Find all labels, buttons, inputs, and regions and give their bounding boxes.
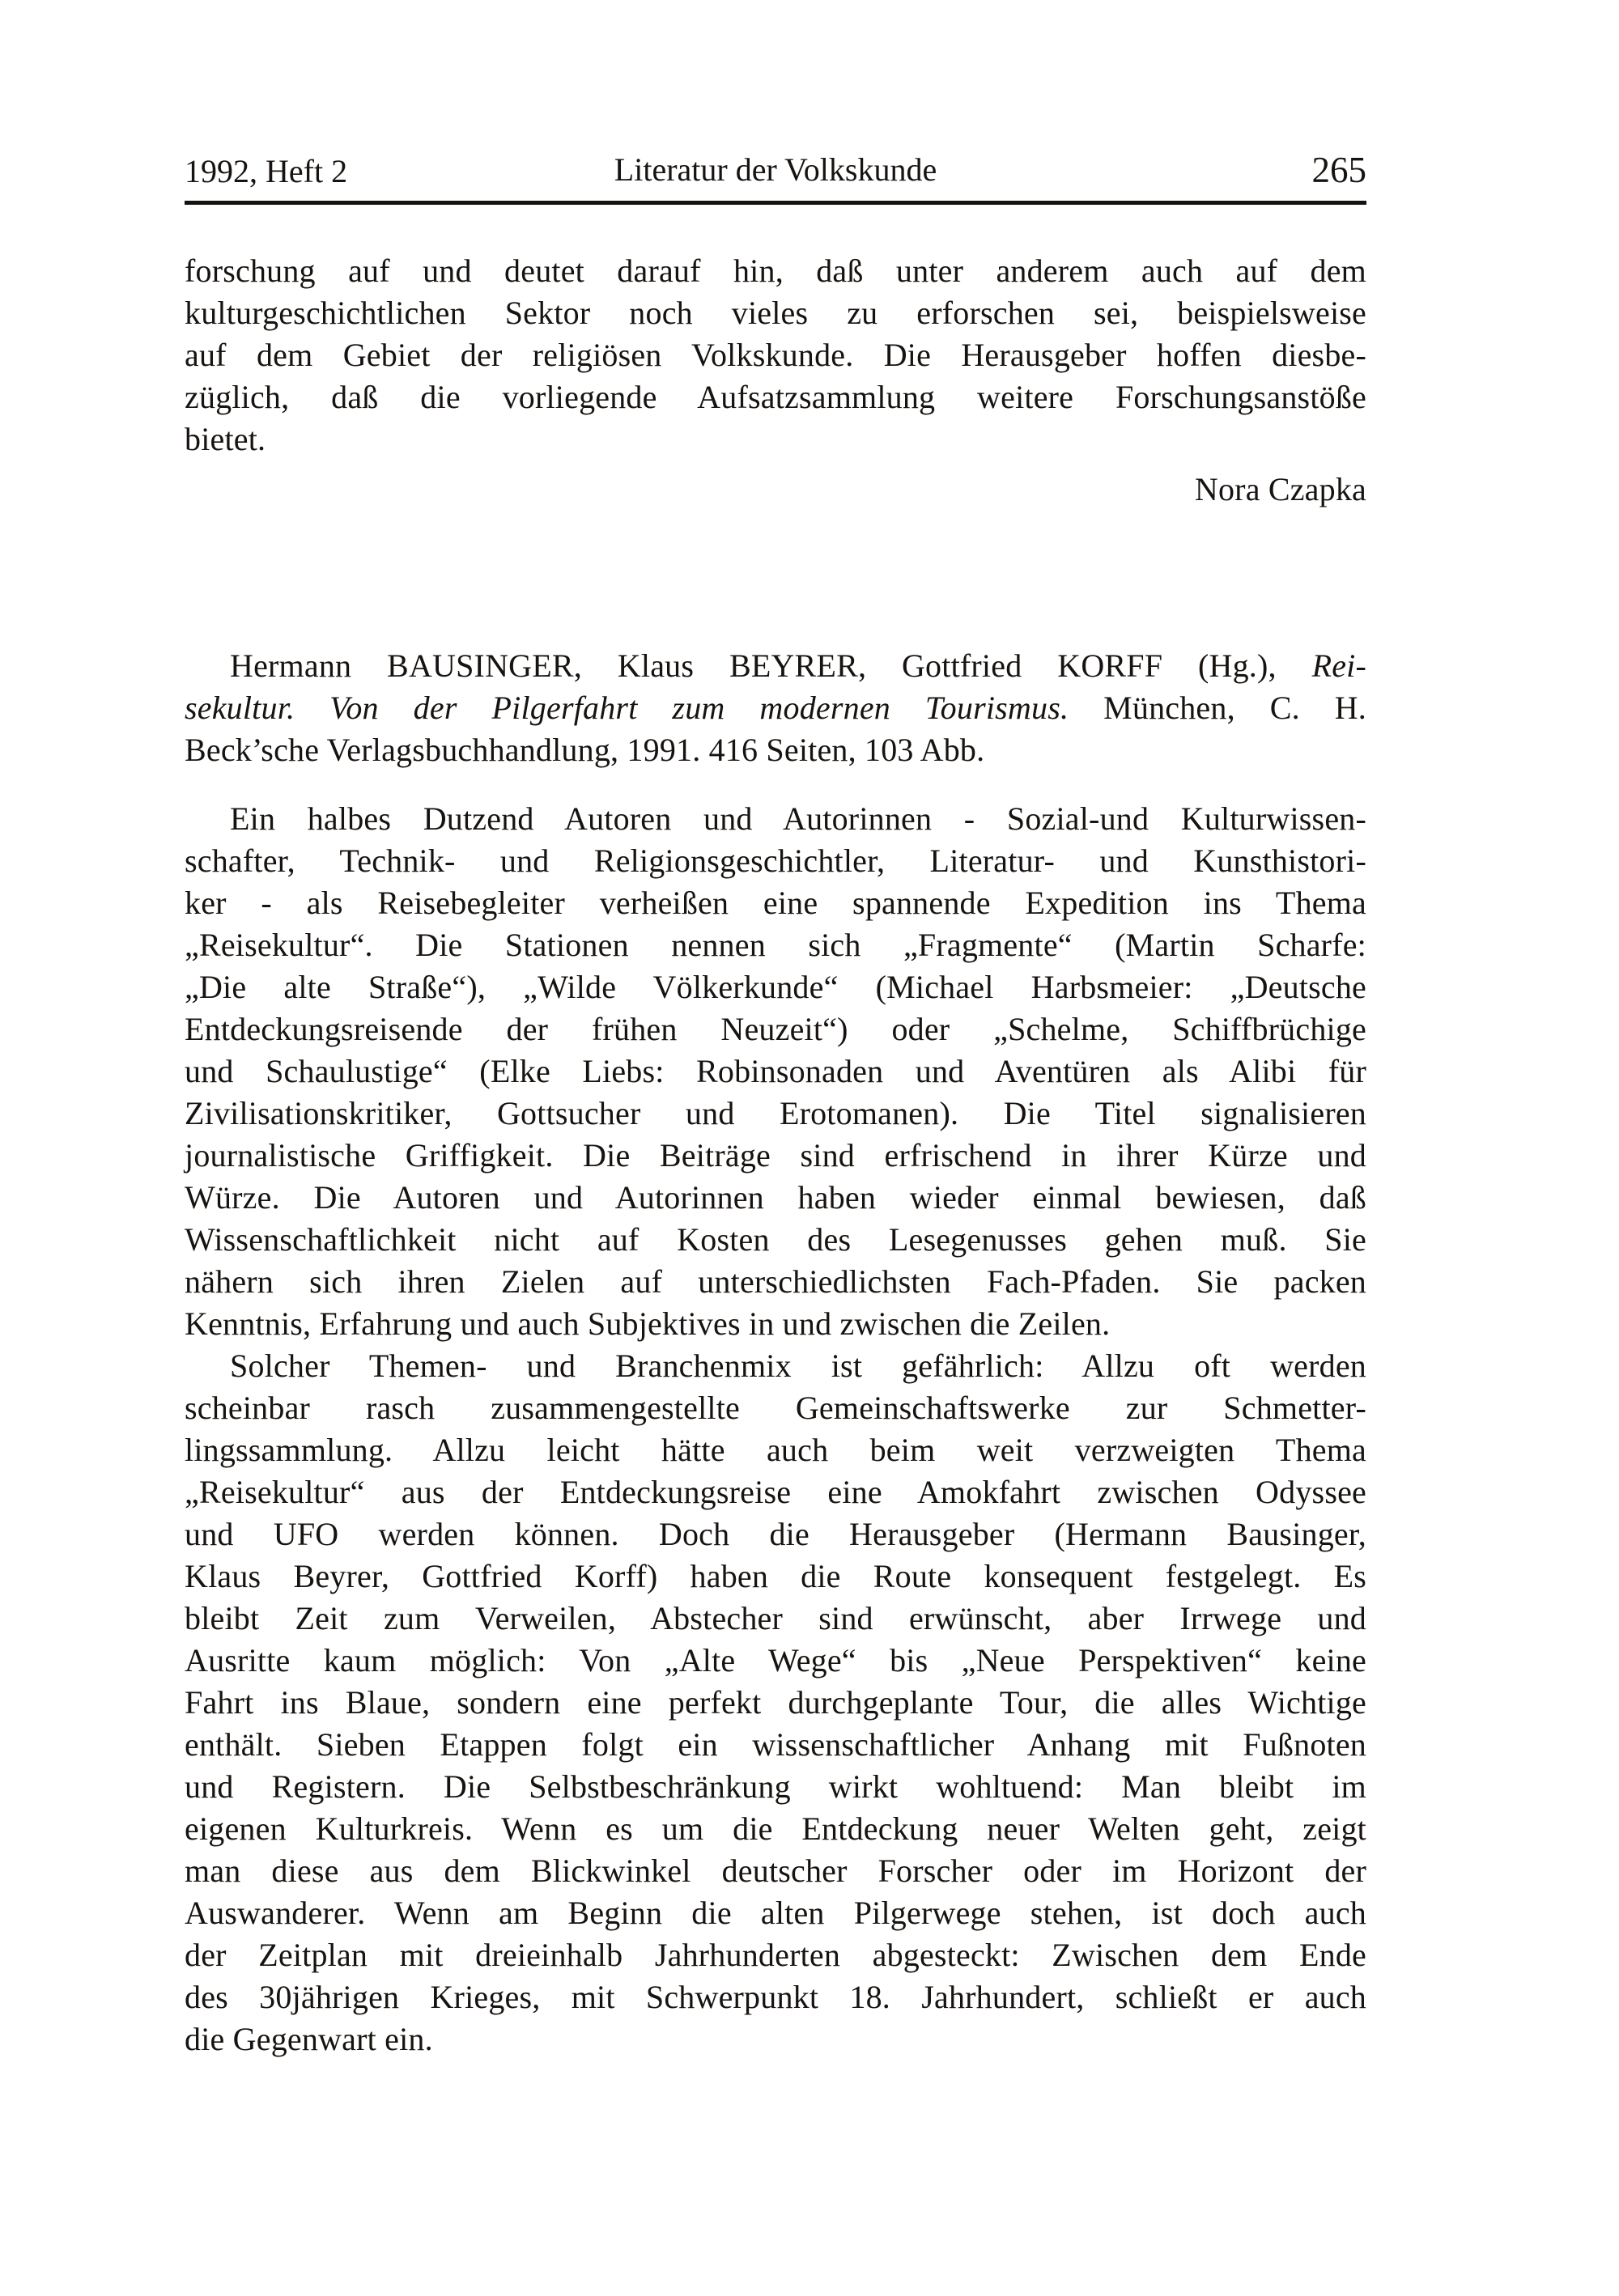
header-page-number: 265	[1311, 150, 1366, 190]
header-rule	[185, 201, 1366, 205]
review-paragraph-1	[185, 798, 1366, 1345]
text-line: kulturgeschichtlichen Sektor noch vieles zu erforschen sei, beispielsweise	[185, 295, 1366, 331]
text-line: Wissenschaftlichkeit nicht auf Kosten des Lesegenusses gehen muß. Sie	[185, 1221, 1366, 1258]
text-line: lingssammlung. Allzu leicht hätte auch beim weit verzweigten Thema	[185, 1432, 1366, 1468]
header-section-title: Literatur der Volkskunde	[614, 151, 937, 188]
text-line: und Registern. Die Selbstbeschränkung wirkt wohltuend: Man bleibt im	[185, 1768, 1366, 1805]
text-segment: München, C. H.	[1069, 690, 1366, 726]
header-issue: 1992, Heft 2	[185, 153, 348, 189]
text-line	[185, 687, 1366, 729]
text-line: man diese aus dem Blickwinkel deutscher Forscher oder im Horizont der	[185, 1853, 1366, 1889]
text-line: die Gegenwart ein.	[185, 2021, 433, 2057]
text-line: „Reisekultur“ aus der Entdeckungsreise eine Amokfahrt zwischen Odyssee	[185, 1474, 1366, 1510]
text-line: nähern sich ihren Zielen auf unterschiedlichsten Fach-Pfaden. Sie packen	[185, 1263, 1366, 1300]
text-line: Solcher Themen- und Branchenmix ist gefährlich: Allzu oft werden	[230, 1347, 1366, 1384]
text-line: eigenen Kulturkreis. Wenn es um die Entdeckung neuer Welten geht, zeigt	[185, 1810, 1366, 1847]
book-title-italic: sekultur. Von der Pilgerfahrt zum modernen Tourismus.	[185, 690, 1069, 726]
text-line: Auswanderer. Wenn am Beginn die alten Pilgerwege stehen, ist doch auch	[185, 1895, 1366, 1931]
text-line: schafter, Technik- und Religionsgeschichtler, Literatur- und Kunsthistori-	[185, 842, 1366, 879]
running-head	[185, 151, 1366, 191]
continuation-paragraph	[185, 250, 1366, 460]
text-line: Ein halbes Dutzend Autoren und Autorinnen - Sozial-und Kulturwissen-	[230, 800, 1366, 837]
text-segment: Hermann BAUSINGER, Klaus BEYRER, Gottfried KORFF (Hg.),	[230, 647, 1312, 684]
review-paragraph-2	[185, 1345, 1366, 2060]
text-line: Kenntnis, Erfahrung und auch Subjektives in und zwischen die Zeilen.	[185, 1305, 1111, 1342]
text-line: Beck’sche Verlagsbuchhandlung, 1991. 416 Seiten, 103 Abb.	[185, 732, 985, 768]
text-line: Zivilisationskritiker, Gottsucher und Erotomanen). Die Titel signalisieren	[185, 1095, 1366, 1131]
text-line: bleibt Zeit zum Verweilen, Abstecher sind erwünscht, aber Irrwege und	[185, 1600, 1366, 1636]
text-line: Klaus Beyrer, Gottfried Korff) haben die Route konsequent festgelegt. Es	[185, 1558, 1366, 1594]
text-line: des 30jährigen Krieges, mit Schwerpunkt 18. Jahrhundert, schließt er auch	[185, 1979, 1366, 2015]
text-line: ker - als Reisebegleiter verheißen eine spannende Expedition ins Thema	[185, 885, 1366, 921]
text-line: scheinbar rasch zusammengestellte Gemeinschaftswerke zur Schmetter-	[185, 1390, 1366, 1426]
text-line: Ausritte kaum möglich: Von „Alte Wege“ bis „Neue Perspektiven“ keine	[185, 1642, 1366, 1678]
text-block	[185, 250, 1366, 2060]
signature	[185, 469, 1366, 511]
text-line: Würze. Die Autoren und Autorinnen haben wieder einmal bewiesen, daß	[185, 1179, 1366, 1216]
text-column	[185, 0, 1366, 2060]
text-line: züglich, daß die vorliegende Aufsatzsammlung weitere Forschungsanstöße	[185, 379, 1366, 415]
text-line: enthält. Sieben Etappen folgt ein wissenschaftlicher Anhang mit Fußnoten	[185, 1726, 1366, 1763]
text-line: Fahrt ins Blaue, sondern eine perfekt durchgeplante Tour, die alles Wichtige	[185, 1684, 1366, 1721]
text-line: „Reisekultur“. Die Stationen nennen sich „Fragmente“ (Martin Scharfe:	[185, 927, 1366, 963]
text-line	[185, 645, 1366, 687]
text-line: und UFO werden können. Doch die Herausgeber (Hermann Bausinger,	[185, 1516, 1366, 1552]
text-line: journalistische Griffigkeit. Die Beiträge sind erfrischend in ihrer Kürze und	[185, 1137, 1366, 1173]
text-line: und Schaulustige“ (Elke Liebs: Robinsonaden und Aventüren als Alibi für	[185, 1053, 1366, 1089]
text-line: der Zeitplan mit dreieinhalb Jahrhunderten abgesteckt: Zwischen dem Ende	[185, 1937, 1366, 1973]
book-title-italic: Rei-	[1311, 647, 1366, 684]
text-line: bietet.	[185, 421, 266, 457]
text-line: Nora Czapka	[1194, 471, 1366, 507]
book-citation	[185, 645, 1366, 771]
text-line: „Die alte Straße“), „Wilde Völkerkunde“ (Michael Harbsmeier: „Deutsche	[185, 969, 1366, 1005]
text-line: forschung auf und deutet darauf hin, daß unter anderem auch auf dem	[185, 253, 1366, 289]
text-line: auf dem Gebiet der religiösen Volkskunde. Die Herausgeber hoffen diesbe-	[185, 337, 1366, 373]
text-line: Entdeckungsreisende der frühen Neuzeit“) oder „Schelme, Schiffbrüchige	[185, 1011, 1366, 1047]
